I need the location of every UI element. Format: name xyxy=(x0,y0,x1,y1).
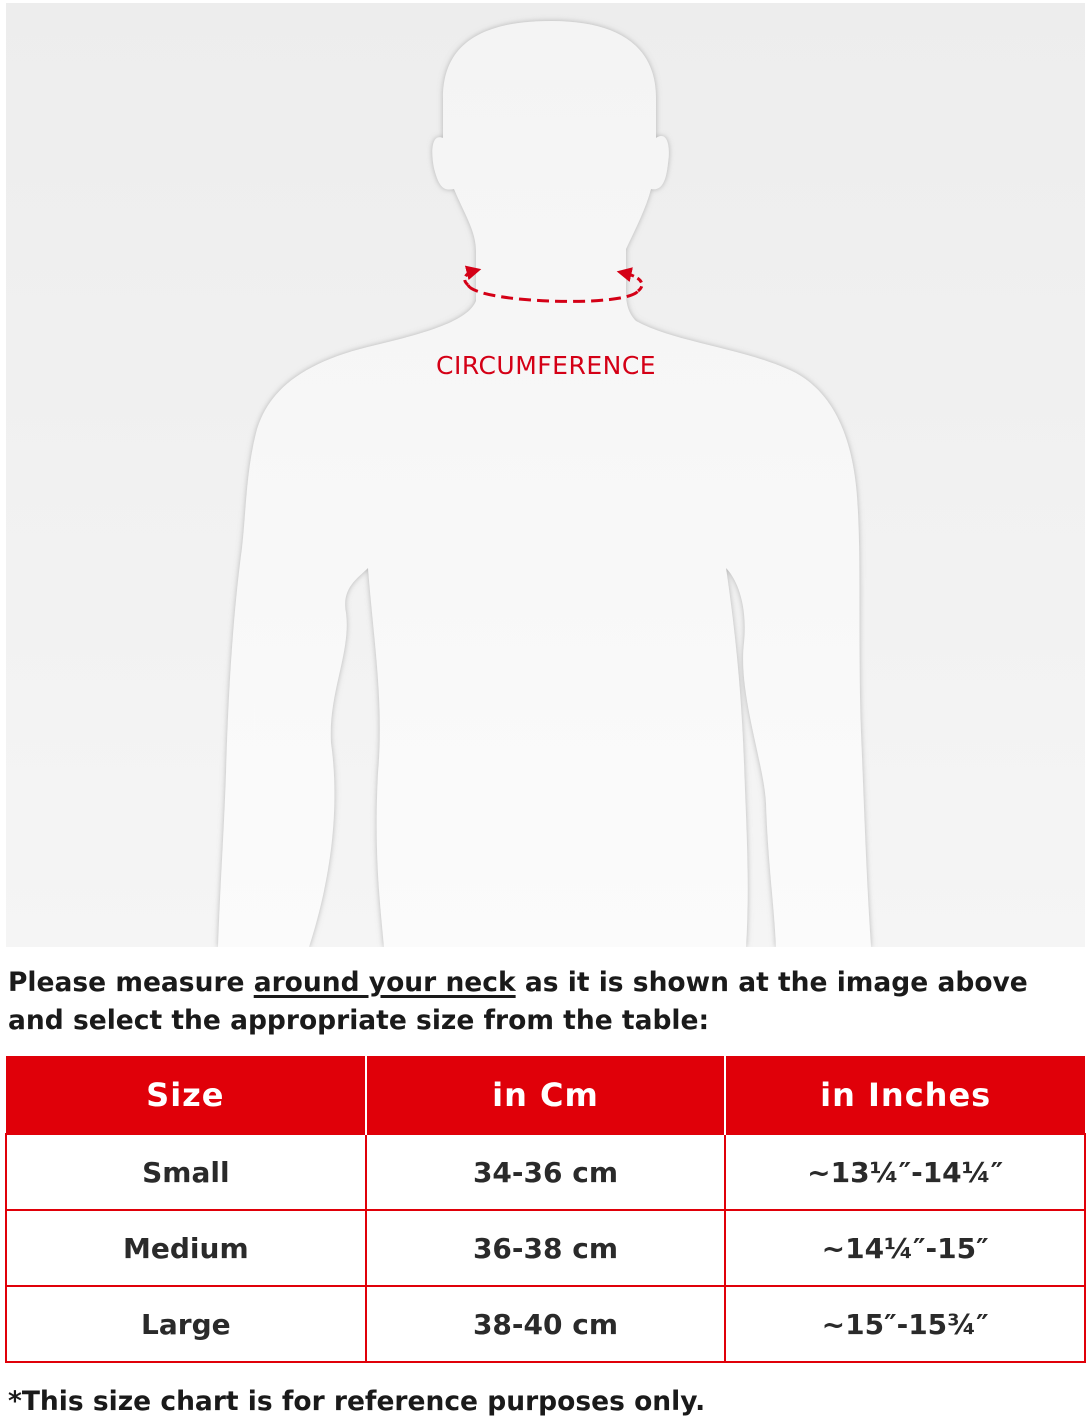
cell-size: Large xyxy=(6,1286,366,1362)
circumference-right-arc xyxy=(624,273,642,291)
silhouette-graphic xyxy=(6,3,1085,947)
cell-inches: ~14¼″-15″ xyxy=(725,1210,1085,1286)
table-row xyxy=(6,1286,1085,1362)
circumference-label: CIRCUMFERENCE xyxy=(436,351,657,380)
cell-inches: ~15″-15¾″ xyxy=(725,1286,1085,1362)
human-silhouette xyxy=(218,21,871,947)
size-chart-table xyxy=(5,1056,1086,1363)
cell-cm: 38-40 cm xyxy=(366,1286,726,1362)
measure-instructions xyxy=(8,964,1083,1040)
table-row xyxy=(6,1134,1085,1210)
header-size: Size xyxy=(6,1056,366,1134)
body-silhouette-illustration xyxy=(6,3,1085,947)
circumference-left-arc xyxy=(465,271,474,285)
cell-size: Small xyxy=(6,1134,366,1210)
instructions-emphasis: around your neck xyxy=(253,967,516,998)
cell-size: Medium xyxy=(6,1210,366,1286)
reference-footnote: *This size chart is for reference purposes only. xyxy=(8,1386,706,1417)
cell-cm: 34-36 cm xyxy=(366,1134,726,1210)
cell-inches: ~13¼″-14¼″ xyxy=(725,1134,1085,1210)
header-inches: in Inches xyxy=(725,1056,1085,1134)
table-header-row xyxy=(6,1056,1085,1134)
header-cm: in Cm xyxy=(366,1056,726,1134)
table-row xyxy=(6,1210,1085,1286)
instructions-text-start: Please measure xyxy=(8,967,254,998)
instructions-text-end: as it is shown at the image above and select the appropriate size from the table: xyxy=(8,967,1028,1036)
cell-cm: 36-38 cm xyxy=(366,1210,726,1286)
